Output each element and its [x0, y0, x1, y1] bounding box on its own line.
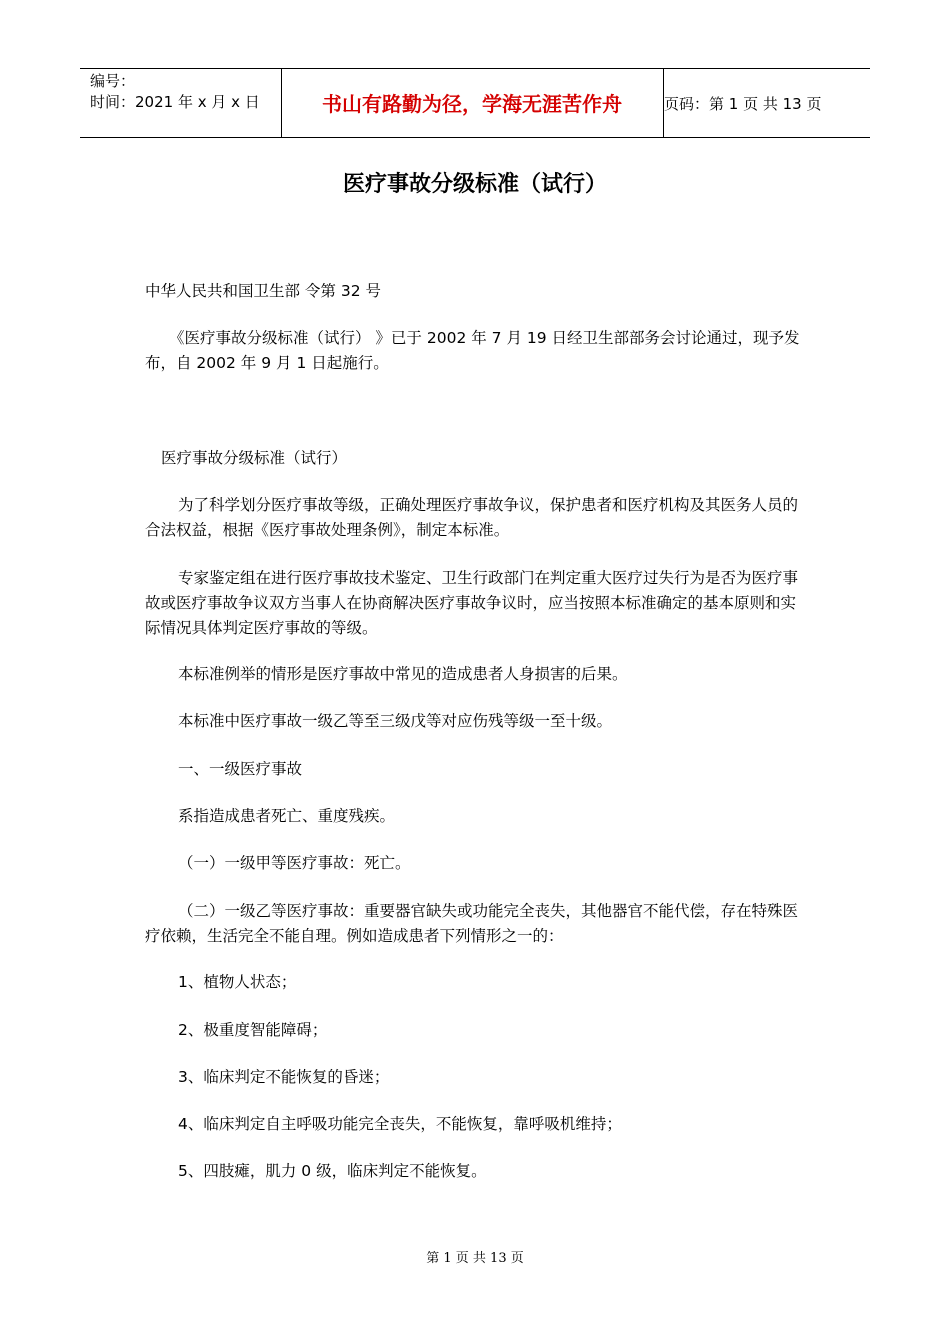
paragraph: 系指造成患者死亡、重度残疾。 [178, 807, 396, 825]
list-item: 3、临床判定不能恢复的昏迷； [178, 1068, 390, 1086]
list-item: 1、植物人状态； [178, 973, 297, 991]
section-title: 医疗事故分级标准（试行） [161, 449, 348, 467]
list-item: 5、四肢瘫，肌力 0 级，临床判定不能恢复。 [178, 1162, 487, 1180]
serial-number: 编号： [90, 72, 136, 90]
section-heading: 一、一级医疗事故 [178, 760, 303, 778]
decree-number: 中华人民共和国卫生部 令第 32 号 [145, 282, 382, 300]
list-item: 2、极重度智能障碍； [178, 1021, 328, 1039]
paragraph: （一）一级甲等医疗事故：死亡。 [178, 854, 411, 872]
date-field: 时间：2021 年 x 月 x 日 [90, 93, 260, 111]
paragraph: 《医疗事故分级标准（试行） 》已于 2002 年 7 月 19 日经卫生部部务会讨论通过，现予发布，自 2002 年 9 月 1 日起施行。 [145, 329, 800, 372]
list-item: 4、临床判定自主呼吸功能完全丧失，不能恢复，靠呼吸机维持； [178, 1115, 622, 1133]
document-title: 医疗事故分级标准（试行） [342, 172, 607, 197]
page-header [80, 68, 870, 138]
paragraph: 专家鉴定组在进行医疗事故技术鉴定、卫生行政部门在判定重大医疗过失行为是否为医疗事故或医疗事故争议双方当事人在协商解决医疗事故争议时，应当按照本标准确定的基本原则和实际情况具体判定医疗事故的等级。 [145, 569, 799, 637]
header-page-number: 页码：第 1 页 共 13 页 [664, 95, 822, 113]
header-motto: 书山有路勤为径，学海无涯苦作舟 [322, 92, 622, 116]
header-meta [90, 71, 260, 113]
paragraph: 为了科学划分医疗事故等级，正确处理医疗事故争议，保护患者和医疗机构及其医务人员的合法权益，根据《医疗事故处理条例》，制定本标准。 [145, 496, 799, 539]
paragraph: 本标准例举的情形是医疗事故中常见的造成患者人身损害的后果。 [178, 665, 628, 683]
page-footer: 第 1 页 共 13 页 [426, 1251, 524, 1266]
paragraph: 本标准中医疗事故一级乙等至三级戊等对应伤残等级一至十级。 [178, 712, 613, 730]
paragraph: （二）一级乙等医疗事故：重要器官缺失或功能完全丧失，其他器官不能代偿，存在特殊医疗依赖，生活完全不能自理。例如造成患者下列情形之一的： [145, 902, 799, 945]
